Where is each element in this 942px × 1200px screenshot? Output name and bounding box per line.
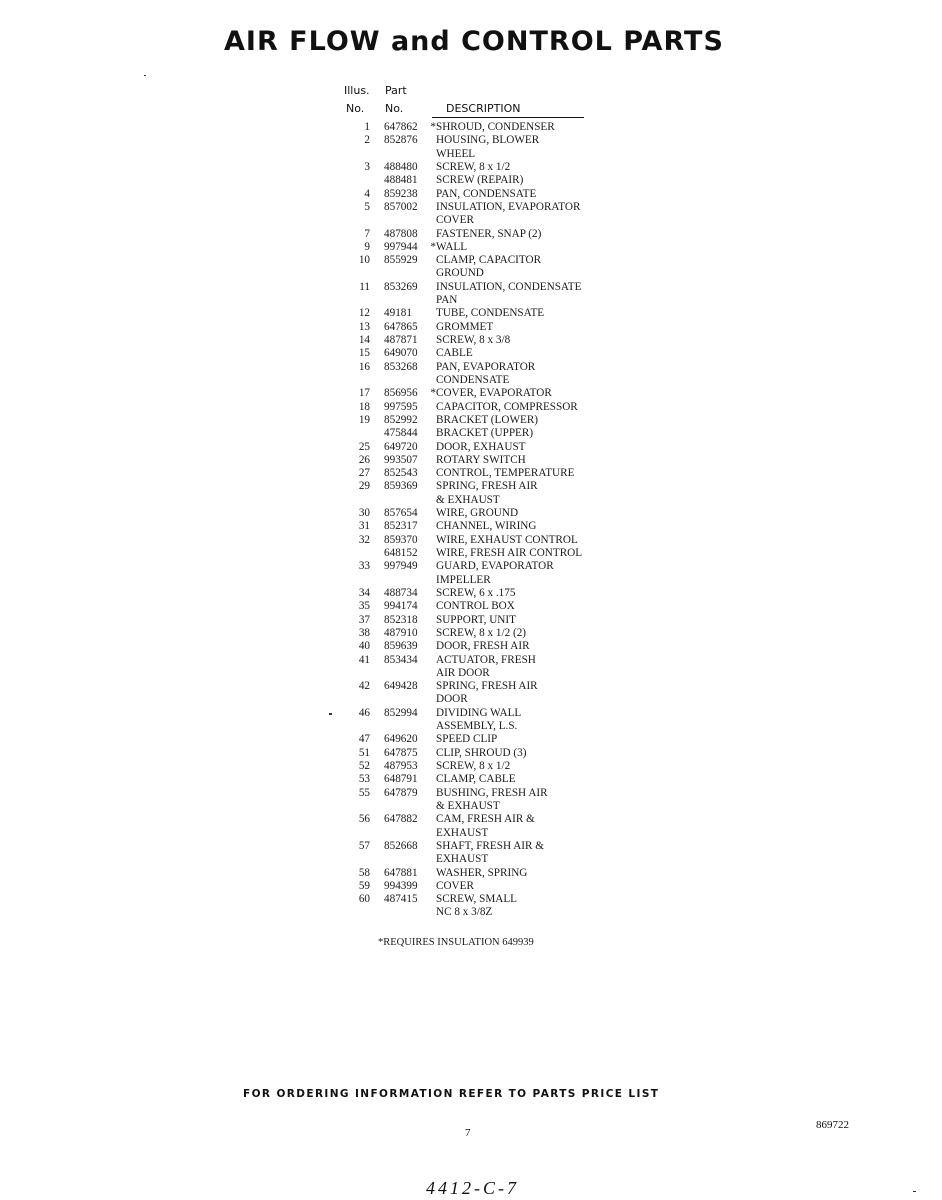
part-description: DIVIDING WALL: [436, 706, 522, 719]
description-label: DESCRIPTION: [446, 102, 521, 115]
illus-number: 2: [364, 134, 370, 147]
parts-row: [340, 534, 620, 547]
parts-row: [340, 254, 620, 267]
part-description: BRACKET (LOWER): [436, 413, 539, 426]
illus-no-label: No.: [346, 102, 365, 115]
parts-row: [340, 893, 620, 906]
part-number: 475844: [384, 427, 418, 440]
part-description: CAPACITOR, COMPRESSOR: [436, 400, 578, 413]
header-underline: [432, 117, 584, 118]
parts-row: [340, 441, 620, 454]
part-description: & EXHAUST: [436, 799, 500, 812]
illus-number: 38: [358, 626, 370, 639]
illus-label: Illus.: [344, 84, 370, 97]
parts-row: [340, 720, 620, 733]
part-description: FASTENER, SNAP (2): [436, 227, 542, 240]
parts-row: [340, 480, 620, 493]
parts-row: [340, 507, 620, 520]
illus-number: 40: [358, 640, 370, 653]
part-description: TUBE, CONDENSATE: [436, 307, 545, 320]
illus-number: 10: [358, 254, 370, 267]
part-number: 852317: [384, 520, 418, 533]
part-number: 487808: [384, 227, 418, 240]
illus-number: 56: [358, 813, 370, 826]
part-description: EXHAUST: [436, 826, 489, 839]
part-description: BRACKET (UPPER): [436, 427, 534, 440]
ordering-note: FOR ORDERING INFORMATION REFER TO PARTS PRICE LIST: [243, 1088, 660, 1100]
part-description: EXHAUST: [436, 853, 489, 866]
parts-row: [340, 853, 620, 866]
part-number: 859370: [384, 533, 418, 546]
illus-number: 19: [358, 413, 370, 426]
part-number: 856956: [384, 387, 418, 400]
part-description: CLIP, SHROUD (3): [436, 746, 527, 759]
illus-number: 58: [358, 866, 370, 879]
parts-row: [340, 707, 620, 720]
part-description: ASSEMBLY, L.S.: [436, 720, 518, 733]
page-title: AIR FLOW and CONTROL PARTS: [224, 26, 724, 57]
part-description: CAM, FRESH AIR &: [436, 813, 535, 826]
part-number: 487910: [384, 626, 418, 639]
parts-row: [340, 560, 620, 573]
part-number: 649720: [384, 440, 418, 453]
part-description: SCREW (REPAIR): [436, 174, 524, 187]
part-number: 852876: [384, 134, 418, 147]
illus-number: 31: [358, 520, 370, 533]
part-description: SHAFT, FRESH AIR &: [436, 839, 544, 852]
part-number: 994174: [384, 600, 418, 613]
parts-row: [340, 587, 620, 600]
part-description: SCREW, 6 x .175: [436, 586, 516, 599]
part-number: 994399: [384, 879, 418, 892]
illus-number: 3: [364, 160, 370, 173]
part-description: WASHER, SPRING: [436, 866, 528, 879]
part-description: PAN: [436, 294, 458, 307]
parts-row: [340, 574, 620, 587]
parts-row: [340, 228, 620, 241]
part-description: DOOR: [436, 693, 468, 706]
parts-row: [340, 241, 620, 254]
part-description: SPRING, FRESH AIR: [436, 680, 538, 693]
parts-row: [340, 640, 620, 653]
parts-row: [340, 294, 620, 307]
doc-number: 869722: [816, 1119, 849, 1131]
parts-row: [340, 148, 620, 161]
part-description: COVER: [436, 214, 474, 227]
part-number: 993507: [384, 453, 418, 466]
part-description: SCREW, SMALL: [436, 893, 518, 906]
part-description: SCREW, 8 x 1/2: [436, 160, 511, 173]
part-description: WALL: [436, 240, 468, 253]
parts-row: [340, 401, 620, 414]
part-description: WIRE, GROUND: [436, 507, 519, 520]
illus-number: 42: [358, 680, 370, 693]
part-description: INSULATION, EVAPORATOR: [436, 200, 581, 213]
illus-number: 55: [358, 786, 370, 799]
parts-row: [340, 880, 620, 893]
part-description: AIR DOOR: [436, 666, 490, 679]
parts-row: [340, 374, 620, 387]
illus-number: 17: [358, 387, 370, 400]
parts-row: [340, 787, 620, 800]
illus-number: 12: [358, 307, 370, 320]
parts-row: [340, 747, 620, 760]
part-description: COVER: [436, 879, 474, 892]
part-number: 852318: [384, 613, 418, 626]
parts-row: [340, 800, 620, 813]
part-number: 488480: [384, 160, 418, 173]
part-description: CLAMP, CABLE: [436, 773, 516, 786]
illus-number: 52: [358, 760, 370, 772]
part-description: SHROUD, CONDENSER: [436, 121, 555, 133]
handwritten-code: 4412-C-7: [426, 1178, 519, 1198]
illus-number: 25: [358, 440, 370, 453]
illus-number: 46: [358, 706, 370, 719]
illus-number: 9: [364, 240, 370, 253]
part-description: CONTROL BOX: [436, 600, 515, 613]
parts-row: [340, 667, 620, 680]
illus-number: 5: [364, 200, 370, 213]
illus-number: 57: [358, 839, 370, 852]
illus-number: 37: [358, 613, 370, 626]
part-number: 648791: [384, 773, 418, 786]
illus-number: 14: [358, 334, 370, 346]
parts-row: [340, 134, 620, 147]
parts-row: [340, 627, 620, 640]
parts-list: [340, 121, 620, 920]
part-description: ROTARY SWITCH: [436, 453, 526, 466]
part-number: 649620: [384, 733, 418, 746]
parts-row: [340, 654, 620, 667]
part-description: INSULATION, CONDENSATE: [436, 280, 582, 293]
illus-number: 33: [358, 560, 370, 573]
parts-row: [340, 906, 620, 919]
part-number: 649428: [384, 680, 418, 693]
part-description: & EXHAUST: [436, 493, 500, 506]
part-description: SPRING, FRESH AIR: [436, 480, 538, 493]
part-description: BUSHING, FRESH AIR: [436, 786, 548, 799]
part-number: 49181: [384, 307, 412, 320]
part-number: 997944: [384, 240, 418, 253]
insulation-mark: *: [430, 240, 436, 253]
parts-row: [340, 188, 620, 201]
page-number: 7: [465, 1127, 471, 1139]
parts-row: [340, 867, 620, 880]
part-number: 647862: [384, 121, 418, 133]
part-number: 852992: [384, 413, 418, 426]
illus-number: 30: [358, 507, 370, 520]
parts-row: [340, 454, 620, 467]
part-description: GROMMET: [436, 320, 494, 333]
part-number: 487953: [384, 760, 418, 772]
part-description: SCREW, 8 x 3/8: [436, 334, 511, 346]
part-description: CONDENSATE: [436, 373, 510, 386]
parts-row: [340, 321, 620, 334]
part-description: SPEED CLIP: [436, 733, 498, 746]
part-number: 488734: [384, 586, 418, 599]
part-number: 647875: [384, 746, 418, 759]
part-number: 648152: [384, 547, 418, 559]
parts-row: [340, 520, 620, 533]
part-number: 853269: [384, 280, 418, 293]
parts-row: [340, 614, 620, 627]
illus-number: 47: [358, 733, 370, 746]
parts-row: [340, 760, 620, 773]
part-description: IMPELLER: [436, 573, 491, 586]
part-number: 649070: [384, 347, 418, 360]
part-number: 647865: [384, 320, 418, 333]
parts-row: [340, 680, 620, 693]
part-description: DOOR, FRESH AIR: [436, 640, 530, 653]
parts-row: [340, 214, 620, 227]
scan-speck: [329, 713, 332, 715]
parts-row: [340, 840, 620, 853]
parts-row: [340, 161, 620, 174]
parts-row: [340, 307, 620, 320]
footnote: *REQUIRES INSULATION 649939: [378, 937, 534, 948]
part-description: GUARD, EVAPORATOR: [436, 560, 554, 573]
part-description: CHANNEL, WIRING: [436, 520, 537, 533]
parts-row: [340, 414, 620, 427]
part-number: 857002: [384, 200, 418, 213]
parts-row: [340, 201, 620, 214]
part-description: CONTROL, TEMPERATURE: [436, 467, 575, 480]
part-number: 487415: [384, 893, 418, 906]
parts-row: [340, 693, 620, 706]
scan-speck: [144, 75, 146, 76]
illus-number: 32: [358, 533, 370, 546]
part-number: 859369: [384, 480, 418, 493]
illus-number: 29: [358, 480, 370, 493]
insulation-mark: *: [430, 121, 436, 133]
part-description: SUPPORT, UNIT: [436, 613, 516, 626]
part-number: 853268: [384, 360, 418, 373]
part-number: 852994: [384, 706, 418, 719]
illus-number: 35: [358, 600, 370, 613]
scan-speck: [913, 1191, 916, 1192]
part-description: HOUSING, BLOWER: [436, 134, 540, 147]
illus-number: 18: [358, 400, 370, 413]
part-description: SCREW, 8 x 1/2 (2): [436, 626, 527, 639]
part-description: WHEEL: [436, 147, 476, 160]
parts-row: [340, 387, 620, 400]
part-number: 852543: [384, 467, 418, 480]
parts-row: [340, 813, 620, 826]
part-description: NC 8 x 3/8Z: [436, 906, 493, 919]
parts-row: [340, 121, 620, 134]
part-number: 647879: [384, 786, 418, 799]
parts-row: [340, 361, 620, 374]
illus-number: 1: [364, 121, 370, 133]
parts-row: [340, 467, 620, 480]
parts-row: [340, 174, 620, 187]
part-description: DOOR, EXHAUST: [436, 440, 526, 453]
parts-row: [340, 347, 620, 360]
parts-row: [340, 547, 620, 560]
part-description: ACTUATOR, FRESH: [436, 653, 536, 666]
part-no-label: No.: [385, 102, 404, 115]
parts-row: [340, 334, 620, 347]
part-description: SCREW, 8 x 1/2: [436, 760, 511, 772]
parts-row: [340, 600, 620, 613]
illus-number: 34: [358, 586, 370, 599]
illus-number: 51: [358, 746, 370, 759]
part-description: PAN, CONDENSATE: [436, 187, 537, 200]
part-number: 997595: [384, 400, 418, 413]
parts-row: [340, 267, 620, 280]
part-description: CLAMP, CAPACITOR: [436, 254, 542, 267]
part-number: 853434: [384, 653, 418, 666]
illus-number: 4: [364, 187, 370, 200]
part-label: Part: [385, 84, 407, 97]
part-number: 997949: [384, 560, 418, 573]
illus-number: 41: [358, 653, 370, 666]
illus-number: 60: [358, 893, 370, 906]
part-number: 488481: [384, 174, 418, 187]
part-number: 859238: [384, 187, 418, 200]
illus-number: 13: [358, 320, 370, 333]
part-number: 859639: [384, 640, 418, 653]
illus-number: 27: [358, 467, 370, 480]
part-description: CABLE: [436, 347, 473, 360]
part-number: 487871: [384, 334, 418, 346]
parts-row: [340, 281, 620, 294]
part-description: COVER, EVAPORATOR: [436, 387, 552, 400]
illus-number: 53: [358, 773, 370, 786]
part-description: GROUND: [436, 267, 484, 280]
illus-number: 59: [358, 879, 370, 892]
illus-number: 16: [358, 360, 370, 373]
illus-number: 26: [358, 453, 370, 466]
part-number: 852668: [384, 839, 418, 852]
parts-row: [340, 773, 620, 786]
parts-row: [340, 827, 620, 840]
part-number: 857654: [384, 507, 418, 520]
part-description: PAN, EVAPORATOR: [436, 360, 536, 373]
illus-number: 7: [364, 227, 370, 240]
part-number: 647882: [384, 813, 418, 826]
illus-number: 15: [358, 347, 370, 360]
part-description: WIRE, FRESH AIR CONTROL: [436, 547, 583, 559]
insulation-mark: *: [430, 387, 436, 400]
part-number: 647881: [384, 866, 418, 879]
part-number: 855929: [384, 254, 418, 267]
parts-row: [340, 494, 620, 507]
part-description: WIRE, EXHAUST CONTROL: [436, 533, 578, 546]
illus-number: 11: [359, 280, 370, 293]
parts-row: [340, 733, 620, 746]
parts-row: [340, 427, 620, 440]
